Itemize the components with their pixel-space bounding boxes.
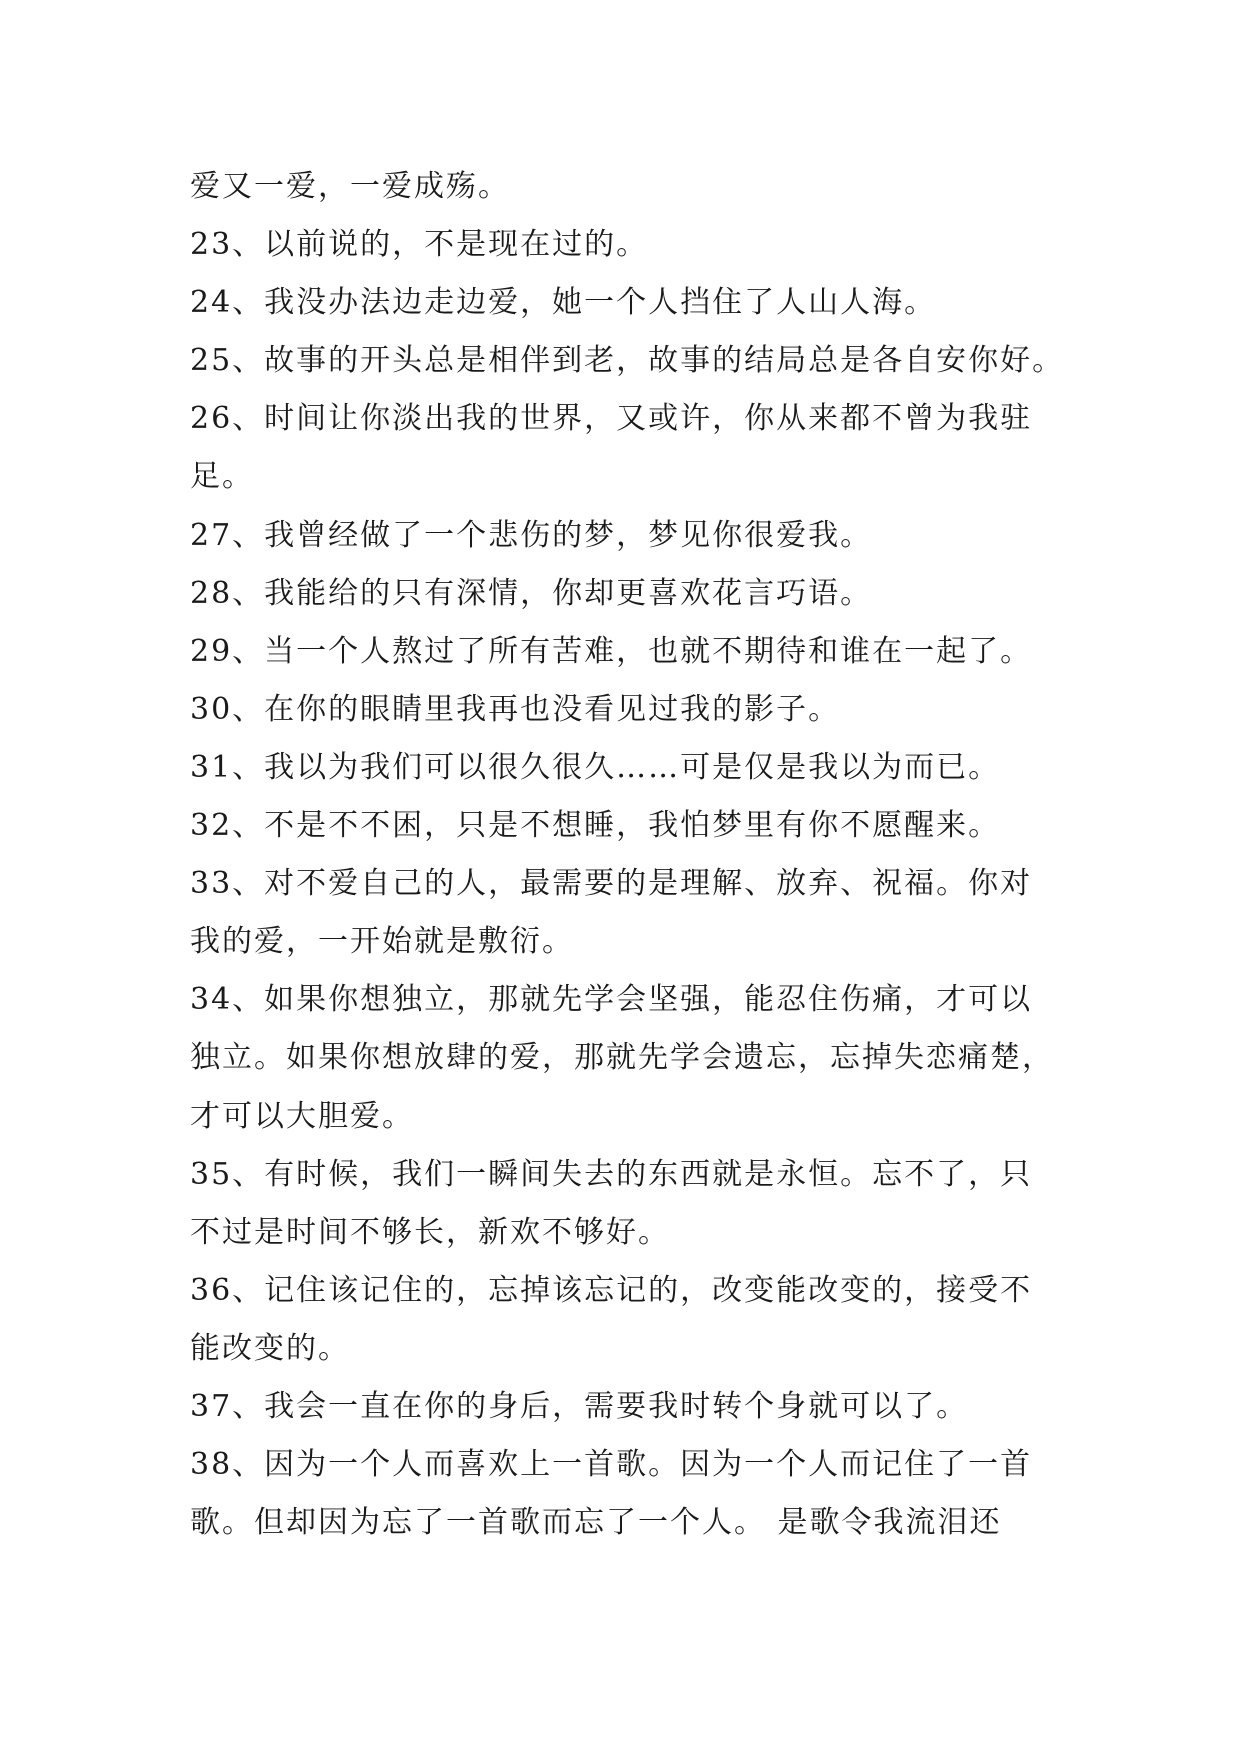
text-line: 我的爱，一开始就是敷衍。 bbox=[190, 924, 574, 960]
text-line: 不过是时间不够长，新欢不够好。 bbox=[190, 1214, 670, 1250]
text-line: 歌。但却因为忘了一首歌而忘了一个人。 是歌令我流泪还 bbox=[190, 1505, 1002, 1541]
text-line: 才可以大胆爱。 bbox=[190, 1098, 414, 1134]
text-line: 足。 bbox=[190, 459, 254, 495]
text-line: 24、我没办法边走边爱，她一个人挡住了人山人海。 bbox=[190, 285, 937, 321]
text-line: 28、我能给的只有深情，你却更喜欢花言巧语。 bbox=[190, 575, 873, 611]
text-line: 37、我会一直在你的身后，需要我时转个身就可以了。 bbox=[190, 1388, 969, 1424]
text-line: 30、在你的眼睛里我再也没看见过我的影子。 bbox=[190, 691, 841, 727]
text-line: 29、当一个人熬过了所有苦难，也就不期待和谁在一起了。 bbox=[190, 633, 1033, 669]
text-line: 36、记住该记住的，忘掉该忘记的，改变能改变的，接受不 bbox=[190, 1272, 1033, 1308]
text-line: 爱又一爱，一爱成殇。 bbox=[190, 169, 510, 204]
text-line: 27、我曾经做了一个悲伤的梦，梦见你很爱我。 bbox=[190, 517, 873, 553]
text-line: 38、因为一个人而喜欢上一首歌。因为一个人而记住了一首 bbox=[190, 1447, 1033, 1483]
text-line: 能改变的。 bbox=[190, 1330, 350, 1366]
text-line: 35、有时候，我们一瞬间失去的东西就是永恒。忘不了，只 bbox=[190, 1156, 1033, 1192]
text-line: 26、时间让你淡出我的世界，又或许，你从来都不曾为我驻 bbox=[190, 401, 1033, 437]
body-text bbox=[190, 158, 1070, 1552]
text-line: 33、对不爱自己的人，最需要的是理解、放弃、祝福。你对 bbox=[190, 866, 1033, 902]
text-line: 32、不是不不困，只是不想睡，我怕梦里有你不愿醒来。 bbox=[190, 808, 1001, 844]
text-line: 31、我以为我们可以很久很久……可是仅是我以为而已。 bbox=[190, 749, 1001, 785]
text-line: 独立。如果你想放肆的爱，那就先学会遗忘，忘掉失恋痛楚， bbox=[190, 1040, 1054, 1076]
text-line: 25、故事的开头总是相伴到老，故事的结局总是各自安你好。 bbox=[190, 343, 1065, 379]
text-line: 23、以前说的，不是现在过的。 bbox=[190, 227, 649, 263]
text-line: 34、如果你想独立，那就先学会坚强，能忍住伤痛，才可以 bbox=[190, 982, 1033, 1018]
